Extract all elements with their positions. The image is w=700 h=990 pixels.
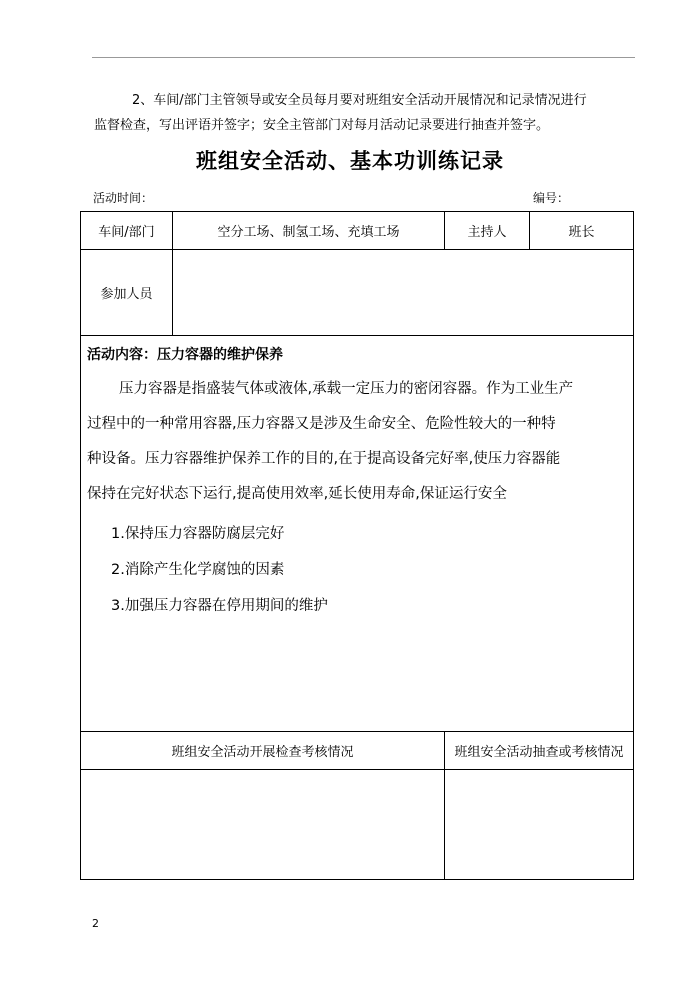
page-number: 2 — [92, 917, 99, 930]
content-line: 保持在完好状态下运行,提高使用效率,延长使用寿命,保证运行安全 — [87, 486, 507, 502]
content-line: 压力容器是指盛装气体或液体,承载一定压力的密闭容器。作为工业生产 — [119, 381, 574, 397]
host-label: 主持人 — [445, 212, 530, 250]
list-item: 3.加强压力容器在停用期间的维护 — [111, 598, 328, 614]
check-right-label: 班组安全活动抽查或考核情况 — [445, 732, 634, 770]
intro-paragraph — [94, 88, 639, 138]
intro-line-2: 监督检查，写出评语并签字；安全主管部门对每月活动记录要进行抽查并签字。 — [94, 118, 550, 133]
content-line: 过程中的一种常用容器,压力容器又是涉及生命安全、危险性较大的一种特 — [87, 416, 556, 432]
content-list — [87, 516, 633, 624]
record-table — [80, 211, 634, 880]
list-item: 2.消除产生化学腐蚀的因素 — [111, 562, 285, 578]
check-left-value — [81, 770, 445, 880]
participants-value — [173, 250, 634, 336]
check-left-label: 班组安全活动开展检查考核情况 — [81, 732, 445, 770]
content-line: 种设备。压力容器维护保养工作的目的,在于提高设备完好率,使压力容器能 — [87, 451, 561, 467]
activity-time-label: 活动时间： — [93, 191, 154, 205]
page-title: 班组安全活动、基本功训练记录 — [196, 149, 504, 173]
check-body-row — [81, 770, 634, 880]
check-header-row — [81, 732, 634, 770]
content-heading: 活动内容：压力容器的维护保养 — [87, 347, 283, 363]
record-number-label: 编号： — [533, 191, 570, 205]
activity-content — [81, 336, 634, 732]
host-value: 班长 — [530, 212, 634, 250]
dept-label: 车间/部门 — [81, 212, 173, 250]
intro-line-1: 2、车间/部门主管领导或安全员每月要对班组安全活动开展情况和记录情况进行 — [132, 93, 587, 108]
dept-value: 空分工场、制氢工场、充填工场 — [173, 212, 445, 250]
check-right-value — [445, 770, 634, 880]
participants-row — [81, 250, 634, 336]
header-rule — [92, 57, 635, 58]
dept-row — [81, 212, 634, 250]
content-paragraph — [87, 372, 633, 512]
list-item: 1.保持压力容器防腐层完好 — [111, 526, 285, 542]
participants-label: 参加人员 — [81, 250, 173, 336]
content-row — [81, 336, 634, 732]
